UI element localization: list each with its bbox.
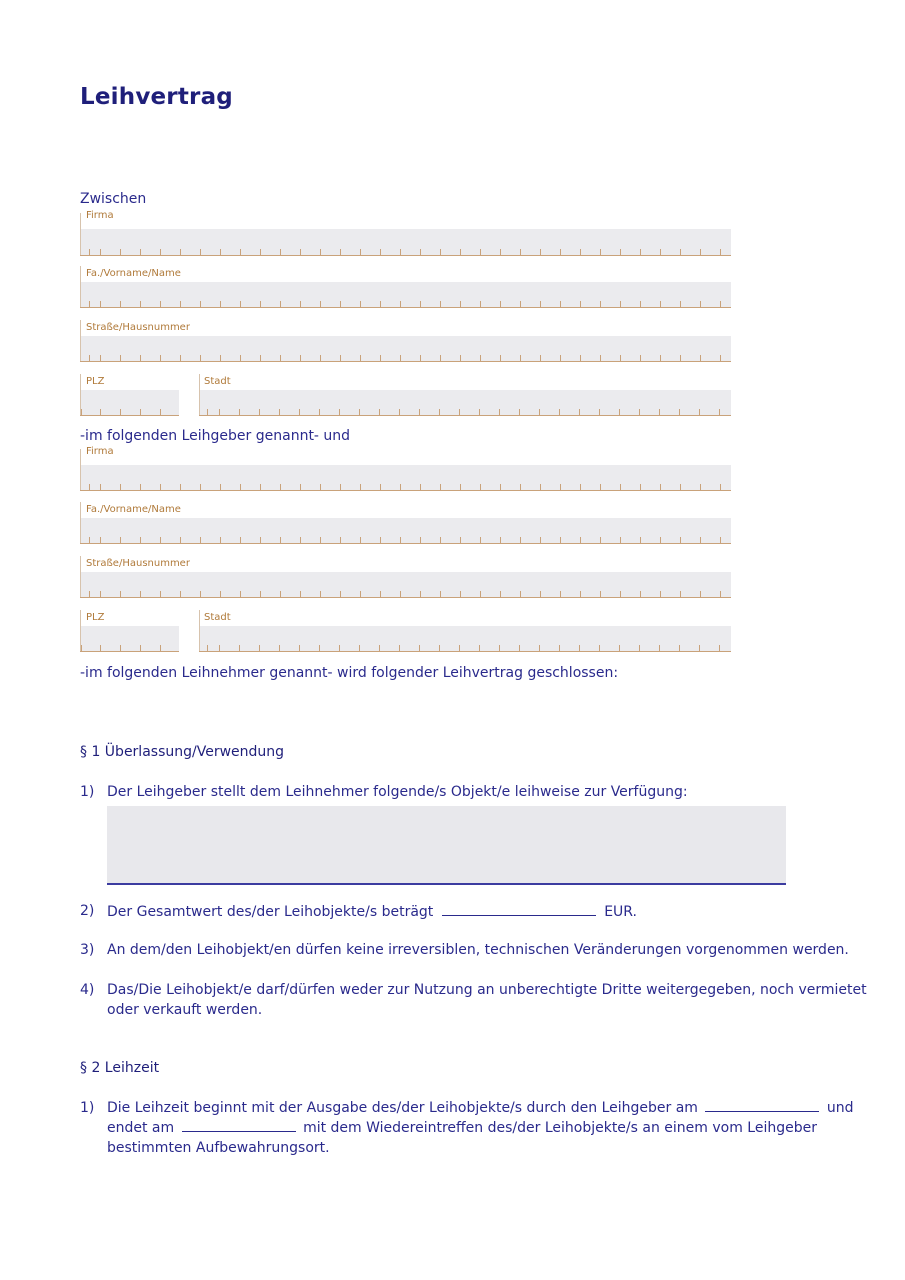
lender-suffix-text: -im folgenden Leihgeber genannt- und (80, 428, 351, 444)
s2-item-1-line-1 (107, 1098, 854, 1118)
s1-item-4-line-2: oder verkauft werden. (107, 1002, 263, 1018)
s2-item-1-line-2-before: endet am (107, 1120, 175, 1136)
lender-name-field[interactable] (80, 282, 731, 308)
s2-item-1-text (107, 1098, 854, 1158)
borrower-company-field[interactable] (80, 465, 731, 491)
borrower-company-label: Firma (86, 446, 114, 457)
s2-item-1-number: 1) (80, 1100, 95, 1116)
s1-item-1-text: Der Leihgeber stellt dem Leihnehmer folgende/s Objekt/e leihweise zur Verfügung: (107, 784, 688, 800)
s1-item-1-number: 1) (80, 784, 95, 800)
borrower-zip-field[interactable] (80, 626, 179, 652)
lender-zip-label: PLZ (86, 376, 105, 387)
lender-city-label: Stadt (204, 376, 231, 387)
s1-item-2-text (107, 903, 637, 920)
total-value-blank[interactable] (442, 903, 596, 916)
borrower-name-field[interactable] (80, 518, 731, 544)
section-2-heading: § 2 Leihzeit (80, 1060, 160, 1076)
lender-city-field[interactable] (199, 390, 731, 416)
s2-item-1-line-2-after: mit dem Wiedereintreffen des/der Leihobjekte/s an einem vom Leihgeber (303, 1120, 817, 1136)
s2-item-1-line-1-after: und (826, 1100, 854, 1116)
lender-company-field[interactable] (80, 229, 731, 256)
section-1-heading: § 1 Überlassung/Verwendung (80, 744, 285, 760)
start-date-blank[interactable] (705, 1099, 819, 1112)
borrower-suffix-text: -im folgenden Leihnehmer genannt- wird folgender Leihvertrag geschlossen: (80, 665, 619, 681)
s1-item-3-text: An dem/den Leihobjekt/en dürfen keine irreversiblen, technischen Veränderungen vorgenommen werden. (107, 942, 849, 958)
lender-company-label: Firma (86, 210, 114, 221)
borrower-zip-label: PLZ (86, 612, 105, 623)
s1-item-2-text-before: Der Gesamtwert des/der Leihobjekte/s beträgt (107, 904, 434, 920)
lender-zip-field[interactable] (80, 390, 179, 416)
s1-item-2-number: 2) (80, 903, 95, 919)
s2-item-1-line-2 (107, 1118, 827, 1138)
s1-item-4-text (107, 980, 867, 1020)
document-title: Leihvertrag (80, 84, 233, 110)
s2-item-1-line-1-before: Die Leihzeit beginnt mit der Ausgabe des/der Leihobjekte/s durch den Leihgeber am (107, 1100, 698, 1116)
lender-name-label: Fa./Vorname/Name (86, 268, 181, 279)
end-date-blank[interactable] (182, 1119, 296, 1132)
borrower-name-label: Fa./Vorname/Name (86, 504, 181, 515)
s1-item-4-number: 4) (80, 982, 95, 998)
borrower-street-field[interactable] (80, 572, 731, 598)
borrower-city-field[interactable] (199, 626, 731, 652)
intro-text: Zwischen (80, 191, 147, 207)
borrower-city-label: Stadt (204, 612, 231, 623)
s1-item-3-number: 3) (80, 942, 95, 958)
lender-street-field[interactable] (80, 336, 731, 362)
borrower-street-label: Straße/Hausnummer (86, 558, 190, 569)
lender-street-label: Straße/Hausnummer (86, 322, 190, 333)
s1-item-4-line-1: Das/Die Leihobjekt/e darf/dürfen weder zur Nutzung an unberechtigte Dritte weitergegeben, noch vermietet (107, 982, 867, 998)
loan-objects-field[interactable] (107, 806, 786, 885)
s1-item-2-text-after: EUR. (604, 904, 637, 920)
s2-item-1-line-3: bestimmten Aufbewahrungsort. (107, 1140, 330, 1156)
